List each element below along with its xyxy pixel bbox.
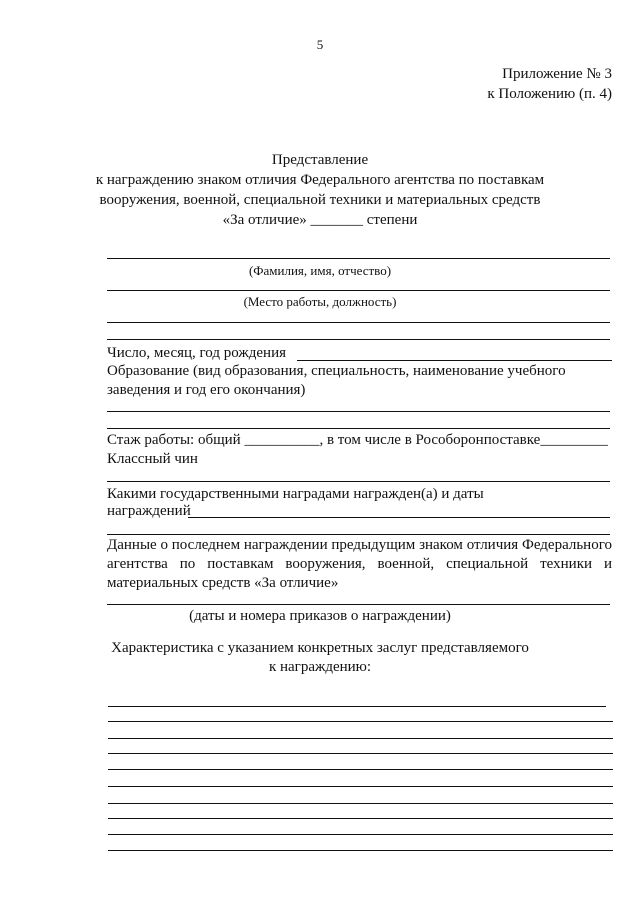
fio-caption: (Фамилия, имя, отчество) [248,263,392,278]
characteristic-line-4[interactable] [108,753,613,754]
workplace-caption: (Место работы, должность) [243,294,397,309]
fio-fill-line[interactable] [107,258,610,259]
title-line-4: «За отличие» _______ степени [222,212,418,228]
awards-label-2: награждений [107,503,191,519]
education-label-1: Образование (вид образования, специальность, наименование учебного [107,363,566,379]
orders-fill-line[interactable] [107,604,610,605]
awards-label-1: Какими государственными наградами награжден(а) и даты [107,486,484,502]
orders-caption: (даты и номера приказов о награждении) [189,608,451,624]
last-award-label-3: материальных средств «За отличие» [107,575,339,591]
workplace-extra-line-2[interactable] [107,339,610,340]
characteristic-heading-2: к награждению: [268,659,372,675]
appendix-line-1: Приложение № 3 [502,66,612,82]
characteristic-line-9[interactable] [108,834,613,835]
title-line-1: Представление [271,152,369,168]
workplace-extra-line-1[interactable] [107,322,610,323]
title-line-3: вооружения, военной, специальной техники и материальных средств [99,192,541,208]
characteristic-line-10[interactable] [108,850,613,851]
appendix-line-2: к Положению (п. 4) [487,86,612,102]
education-label-2: заведения и год его окончания) [107,382,306,398]
characteristic-line-8[interactable] [108,818,613,819]
page-number: 5 [316,37,324,52]
birth-fill-line[interactable] [297,360,612,361]
last-award-label-2: агентства по поставкам вооружения, военной, специальной техники и [107,556,612,572]
characteristic-line-1[interactable] [108,706,606,707]
education-fill-line-2[interactable] [107,428,610,429]
education-fill-line-1[interactable] [107,411,610,412]
last-award-label-1: Данные о последнем награждении предыдущим знаком отличия Федерального [107,537,612,553]
experience-label: Стаж работы: общий __________, в том числе в Рособоронпоставке_________ [107,432,608,448]
characteristic-line-6[interactable] [108,786,613,787]
characteristic-heading-1: Характеристика с указанием конкретных заслуг представляемого [111,640,529,656]
workplace-fill-line[interactable] [107,290,610,291]
characteristic-line-7[interactable] [108,803,613,804]
characteristic-line-5[interactable] [108,769,613,770]
awards-fill-line-2[interactable] [107,534,610,535]
awards-fill-line-1[interactable] [188,517,610,518]
rank-label: Классный чин [107,451,198,467]
characteristic-line-2[interactable] [108,721,613,722]
title-line-2: к награждению знаком отличия Федерального агентства по поставкам [95,172,545,188]
rank-fill-line[interactable] [107,481,610,482]
characteristic-line-3[interactable] [108,738,613,739]
birth-label: Число, месяц, год рождения [107,345,286,361]
